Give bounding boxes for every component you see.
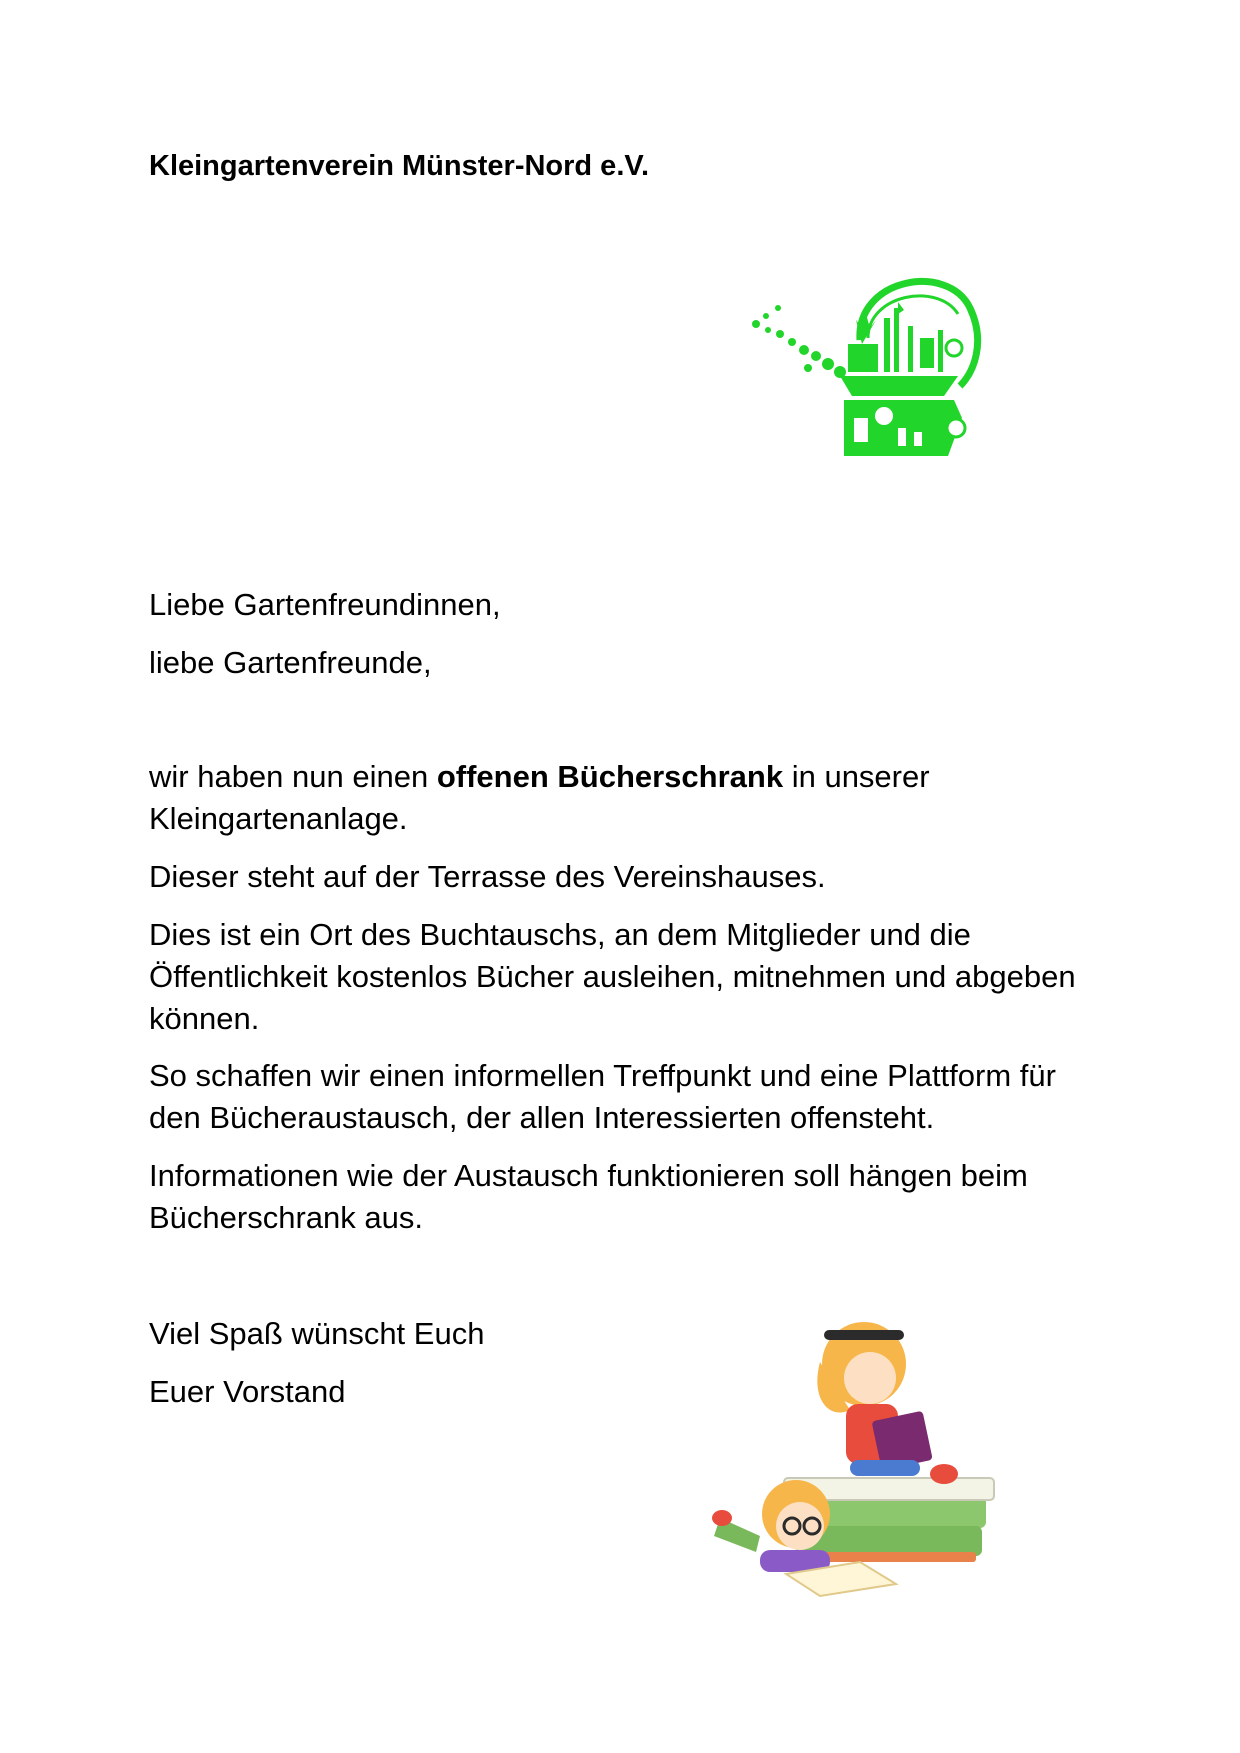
announcement-text-start: wir haben nun einen: [149, 759, 437, 794]
paragraph-location: Dieser steht auf der Terrasse des Vereinshauses.: [149, 859, 826, 894]
paragraph-information: Informationen wie der Austausch funktionieren soll hängen beim Bücherschrank aus.: [149, 1158, 1028, 1235]
greeting-line-1: Liebe Gartenfreundinnen,: [149, 587, 501, 622]
watering-can-garden-tools-icon: [748, 268, 996, 456]
announcement-highlight: offenen Bücherschrank: [436, 759, 784, 794]
paragraph-purpose: So schaffen wir einen informellen Treffpunkt und eine Plattform für den Bücheraustausch, der allen Interessierten offensteht.: [149, 1058, 1056, 1135]
paragraph-announcement: [149, 756, 1109, 840]
closing-line-1: Viel Spaß wünscht Euch: [149, 1316, 485, 1351]
announcement-text-end: in unserer Kleingartenanlage.: [149, 759, 930, 836]
closing-line-2: Euer Vorstand: [149, 1374, 346, 1409]
paragraph-description: Dies ist ein Ort des Buchtauschs, an dem Mitglieder und die Öffentlichkeit kostenlos Bücher ausleihen, mitnehmen und abgeben können.: [149, 917, 1076, 1036]
greeting-line-2: liebe Gartenfreunde,: [149, 645, 432, 680]
organization-title: Kleingartenverein Münster-Nord e.V.: [149, 150, 650, 182]
children-reading-books-icon: [700, 1300, 1040, 1600]
